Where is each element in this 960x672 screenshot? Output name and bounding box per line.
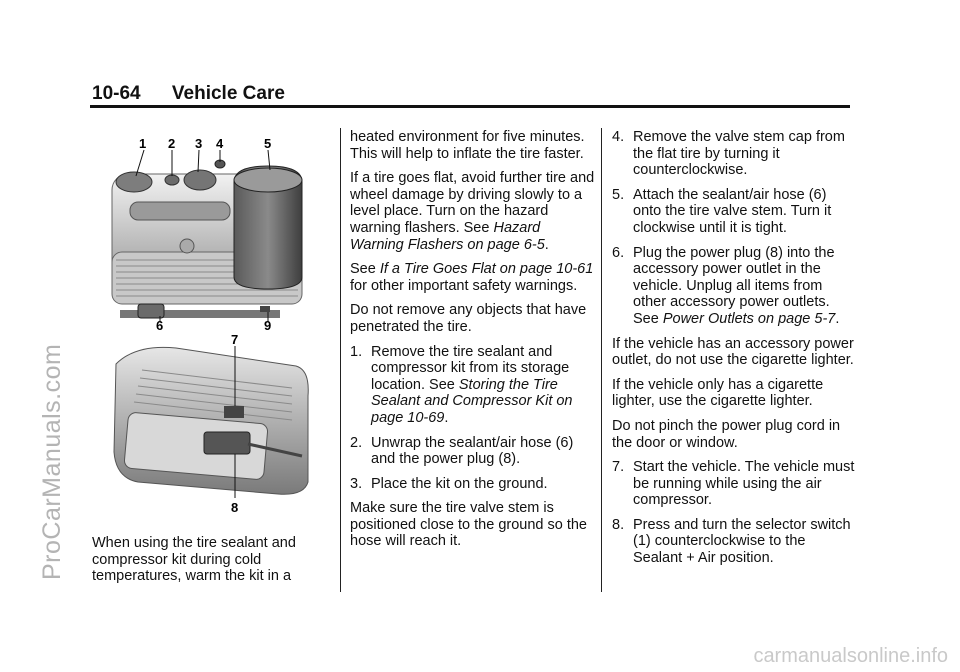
column-3 (612, 129, 857, 575)
step-3: 3. Place the kit on the ground. (350, 475, 548, 492)
column-2 (350, 129, 595, 558)
step-6-note-3: Do not pinch the power plug cord in the door or window. (612, 417, 841, 451)
step-6: 6. Plug the power plug (8) into the accessory power outlet in the vehicle. Unplug all items from other accessory power outlets. See Power Outlets on page 5-7. (612, 244, 840, 327)
callout-9: 9 (264, 318, 272, 333)
step-8: 8. Press and turn the selector switch (1) counterclockwise to the Sealant + Air position. (612, 516, 851, 567)
objects-paragraph: Do not remove any objects that have penetrated the tire. (350, 302, 587, 335)
callout-3: 3 (195, 136, 203, 151)
callout-8: 8 (231, 500, 239, 515)
step-6-note-1: If the vehicle has an accessory power outlet, do not use the cigarette lighter. (612, 335, 854, 369)
section-title: Vehicle Care (171, 83, 285, 104)
side-watermark: ProCarManuals.com (38, 343, 66, 580)
step-3-note: Make sure the tire valve stem is positioned close to the ground so the hose will reach it. (350, 500, 587, 550)
callout-4: 4 (216, 136, 224, 151)
column-divider-2 (601, 128, 602, 592)
hazard-flashers-ref: Hazard Warning Flashers on page 6-5 (350, 219, 545, 253)
power-outlets-ref: Power Outlets on page 5-7 (662, 310, 836, 327)
step-1: 1. Remove the tire sealant and compressor kit from its storage location. See Storing the Tire Sealant and Compressor Kit on page 10-69. (350, 343, 573, 426)
step-2: 2. Unwrap the sealant/air hose (6) and the power plug (8). (350, 434, 574, 468)
callout-2: 2 (168, 136, 176, 151)
callout-1: 1 (139, 136, 147, 151)
safety-paragraph: See If a Tire Goes Flat on page 10-61 for other important safety warnings. (350, 261, 594, 294)
step-6-note-2: If the vehicle only has a cigarette lighter, use the cigarette lighter. (612, 376, 824, 410)
footer-watermark: carmanualsonline.info (753, 645, 948, 667)
compressor-kit-figure (92, 132, 332, 522)
callout-6: 6 (156, 318, 164, 333)
column-divider-1 (340, 128, 341, 592)
step-7: 7. Start the vehicle. The vehicle must be running while using the air compressor. (612, 459, 855, 509)
tire-flat-ref: If a Tire Goes Flat on page 10-61 (379, 261, 594, 278)
compressor-kit-illustration (92, 132, 332, 522)
callout-5: 5 (264, 136, 272, 151)
flat-tire-paragraph: If a tire goes flat, avoid further tire and wheel damage by driving slowly to a level place. Turn on the hazard warning flashers. See Hazard Warning Flashers on page 6-5. (350, 170, 595, 253)
step-5: 5. Attach the sealant/air hose (6) onto the tire valve stem. Turn it clockwise until it is tight. (612, 186, 832, 236)
step-4: 4. Remove the valve stem cap from the flat tire by turning it counterclockwise. (612, 129, 845, 179)
storing-kit-ref: Storing the Tire Sealant and Compressor Kit on page 10-69 (371, 376, 573, 426)
kit-top-view (112, 160, 302, 318)
header-rule (90, 105, 850, 108)
column-1 (92, 535, 332, 593)
kit-bottom-view (114, 347, 308, 494)
callout-7: 7 (231, 332, 239, 347)
warming-paragraph: heated environment for five minutes. This will help to inflate the tire faster. (350, 129, 585, 162)
page-header (92, 83, 285, 105)
page-number: 10-64 (92, 83, 141, 104)
cold-temperature-paragraph: When using the tire sealant and compressor kit during cold temperatures, warm the kit in a (92, 535, 296, 585)
